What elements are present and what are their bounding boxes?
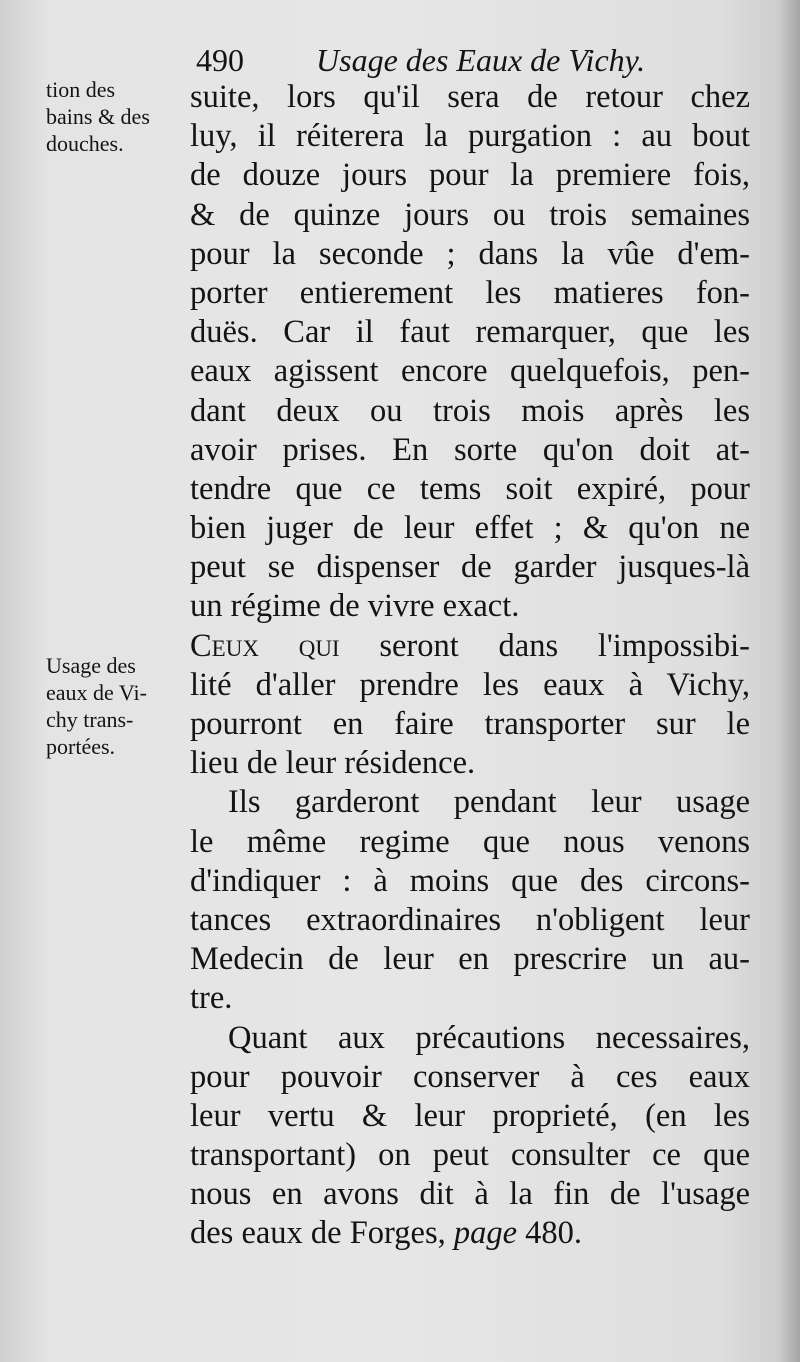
- page-number: 490: [196, 42, 244, 78]
- text-line: luy, il réiterera la purgation : au bout: [190, 118, 750, 155]
- text-line: un régime de vivre exact.: [190, 588, 520, 625]
- text-line: pourront en faire transporter sur le: [190, 706, 750, 742]
- final-line: [190, 1214, 750, 1253]
- text-line: dant deux ou trois mois après les: [190, 392, 750, 429]
- running-title: Usage des Eaux de Vichy.: [316, 42, 646, 78]
- text-line: nous en avons dit à la fin de l'usage: [190, 1176, 750, 1213]
- text-line: & de quinze jours ou trois semaines: [190, 196, 750, 233]
- margin-note: [46, 76, 196, 157]
- text-line: lité d'aller prendre les eaux à Vichy,: [190, 666, 750, 703]
- margin-note: [46, 652, 196, 760]
- text-line: porter entierement les matieres fon-: [190, 274, 750, 311]
- text-line: d'indiquer : à moins que des circons-: [190, 862, 750, 899]
- text-line: suite, lors qu'il sera de retour chez: [190, 79, 750, 115]
- text-line: pour pouvoir conserver à ces eaux: [190, 1058, 750, 1095]
- text-line: Ils garderont pendant leur usage: [228, 784, 750, 821]
- text-line: leur vertu & leur proprieté, (en les: [190, 1097, 750, 1134]
- text-line: transportant) on peut consulter ce que: [190, 1137, 750, 1174]
- page-reference-number: 480.: [517, 1215, 583, 1252]
- page-edge-shadow: [778, 0, 800, 1362]
- text-line: de douze jours pour la premiere fois,: [190, 157, 750, 194]
- text-line: le même regime que nous venons: [190, 823, 750, 860]
- text-line: bien juger de leur effet ; & qu'on ne: [190, 510, 750, 547]
- margin-note-line: douches.: [46, 131, 124, 156]
- margin-note-line: Usage des: [46, 653, 136, 678]
- small-caps-opening: Ceux qui: [190, 627, 340, 664]
- text-run: seront dans l'impossibi-: [339, 627, 750, 664]
- text-line: eaux agissent encore quelquefois, pen-: [190, 353, 750, 390]
- text-line: tre.: [190, 980, 233, 1017]
- text-run: des eaux de Forges,: [190, 1215, 446, 1252]
- text-line: avoir prises. En sorte qu'on doit at-: [190, 431, 750, 468]
- text-line: Medecin de leur en prescrire un au-: [190, 941, 750, 978]
- text-line: lieu de leur résidence.: [190, 745, 476, 782]
- text-line: peut se dispenser de garder jusques-là: [190, 549, 750, 586]
- text-line: duës. Car il faut remarquer, que les: [190, 314, 750, 351]
- margin-note-line: eaux de Vi-: [46, 680, 147, 705]
- margin-note-line: portées.: [46, 734, 116, 759]
- text-line: tances extraordinaires n'obligent leur: [190, 901, 750, 938]
- margin-note-line: bains & des: [46, 104, 150, 129]
- text-line: Quant aux précautions necessaires,: [228, 1019, 750, 1056]
- margin-note-line: chy trans-: [46, 707, 134, 732]
- body-text: [190, 78, 750, 1254]
- paragraph-opening-line: [190, 627, 750, 666]
- margin-note-line: tion des: [46, 77, 116, 102]
- page-reference: page: [453, 1215, 518, 1252]
- text-line: tendre que ce tems soit expiré, pour: [190, 470, 750, 507]
- text-line: pour la seconde ; dans la vûe d'em-: [190, 235, 750, 272]
